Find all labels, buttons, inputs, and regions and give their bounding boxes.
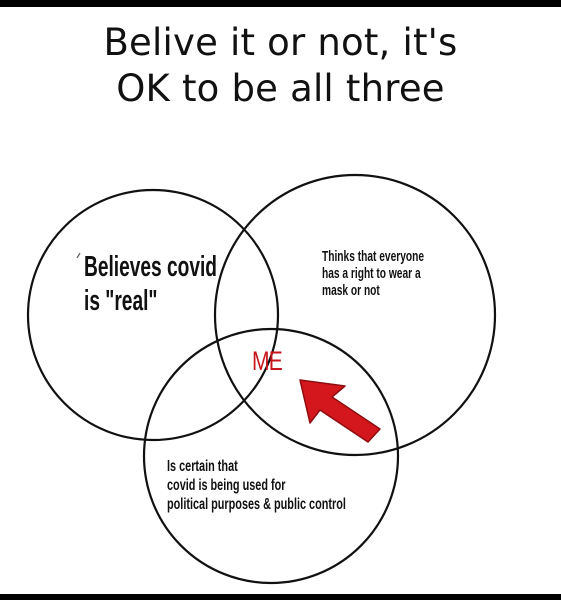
dust-mark-icon — [77, 253, 80, 258]
label-believes-covid-real — [84, 250, 217, 318]
red-arrow-icon — [300, 380, 380, 442]
label-a-line-1: Believes covid — [84, 251, 217, 283]
label-political-control — [167, 457, 346, 514]
label-c-line-3: political purposes & public control — [167, 496, 346, 513]
bottom-border — [0, 594, 561, 600]
label-c-line-1: Is certain that — [167, 458, 238, 475]
label-b-line-1: Thinks that everyone — [322, 248, 425, 265]
label-c-line-2: covid is being used for — [167, 477, 286, 494]
headline-line-1: Belive it or not, it's — [103, 21, 458, 64]
label-mask-choice — [322, 248, 424, 299]
label-b-line-2: has a right to wear a — [322, 265, 421, 282]
label-b-line-3: mask or not — [322, 282, 380, 299]
label-a-line-2: is "real" — [84, 285, 158, 317]
headline-line-2: OK to be all three — [116, 67, 445, 110]
intersection-label-me: ME — [251, 346, 283, 376]
